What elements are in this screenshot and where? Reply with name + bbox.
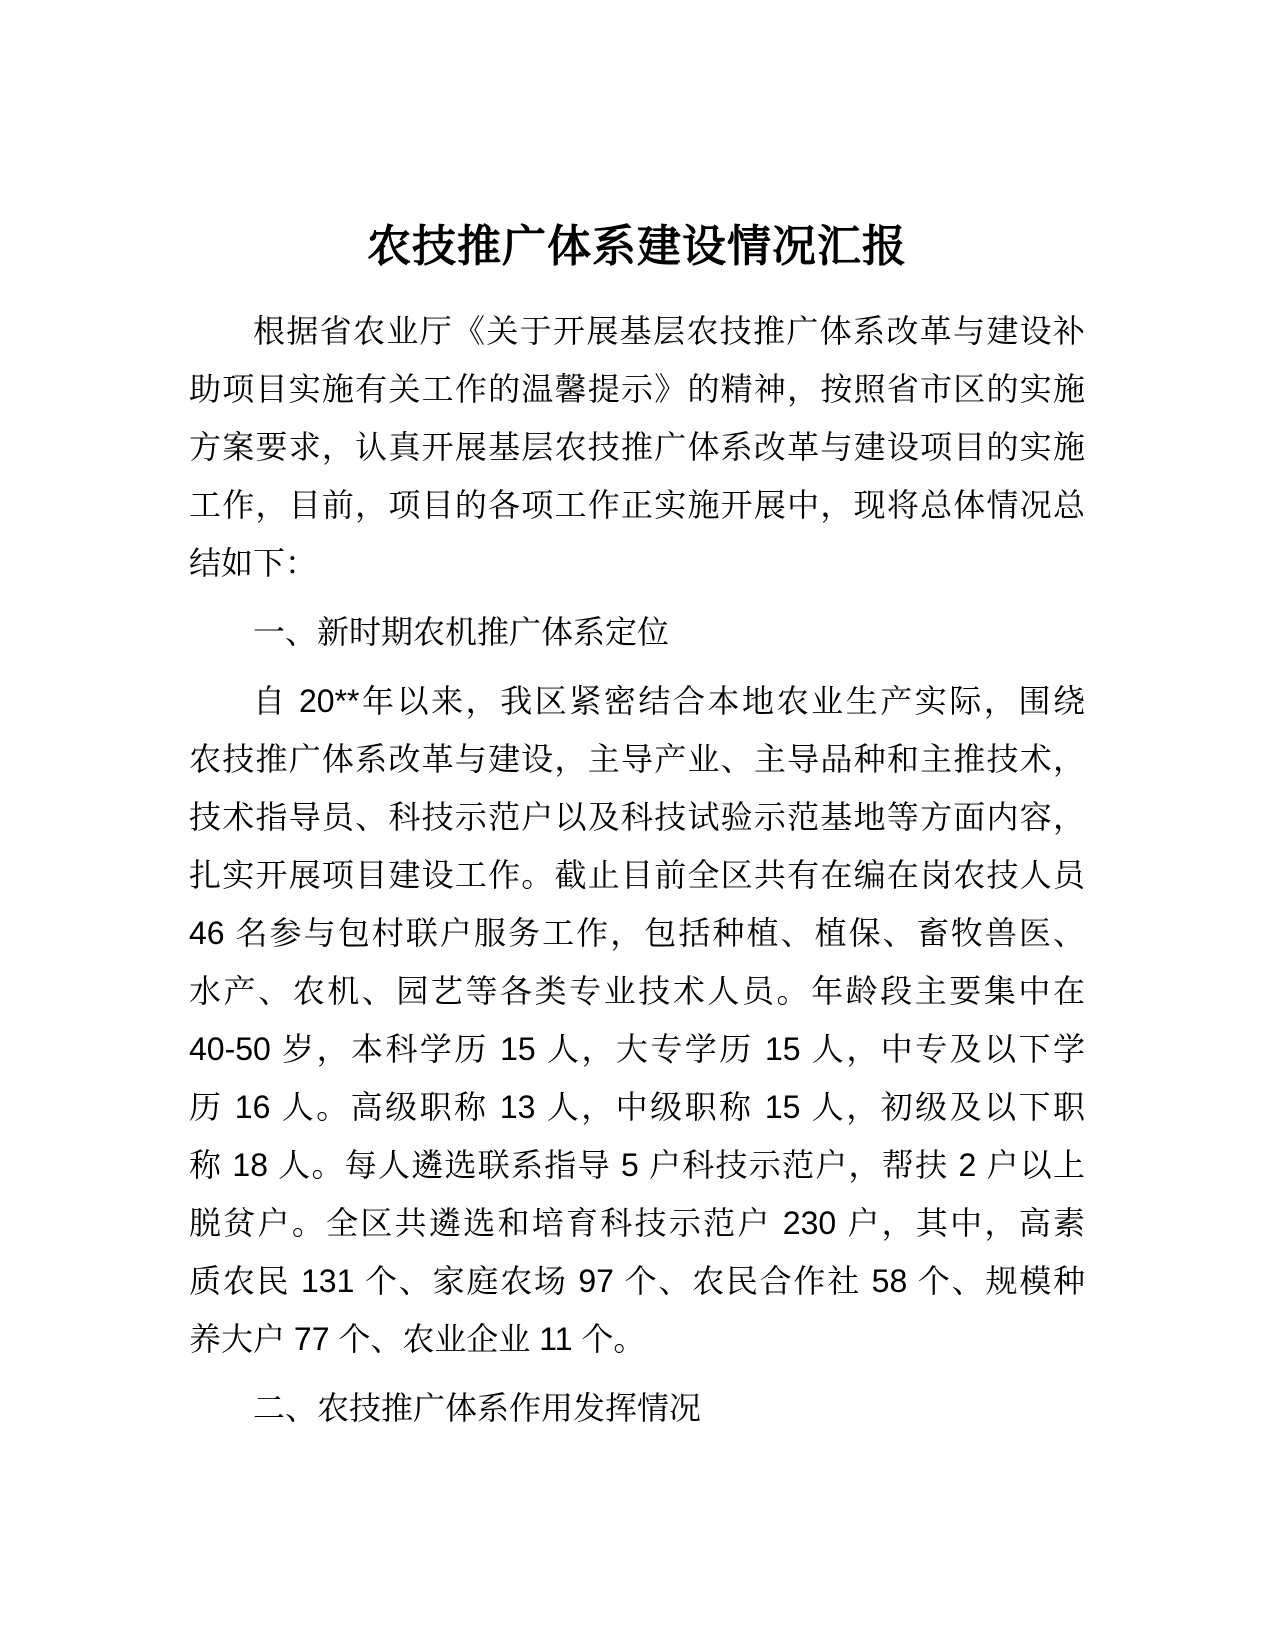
body-paragraph bbox=[189, 672, 1085, 1368]
text-line: 养大户 77 个、农业企业 11 个。 bbox=[189, 1321, 646, 1357]
text-line: 质农民 131 个、家庭农场 97 个、农民合作社 58 个、规模种 bbox=[189, 1263, 1085, 1299]
text-line: 扎实开展项目建设工作。截止目前全区共有在编在岗农技人员 bbox=[189, 857, 1085, 893]
text-line: 自 20**年以来，我区紧密结合本地农业生产实际，围绕 bbox=[253, 683, 1085, 719]
section-heading: 二、农技推广体系作用发挥情况 bbox=[253, 1390, 702, 1426]
text-line: 结如下： bbox=[189, 545, 318, 581]
text-line: 工作，目前，项目的各项工作正实施开展中，现将总体情况总 bbox=[189, 487, 1085, 523]
text-line: 助项目实施有关工作的温馨提示》的精神，按照省市区的实施 bbox=[189, 371, 1085, 407]
text-line: 脱贫户。全区共遴选和培育科技示范户 230 户，其中，高素 bbox=[189, 1205, 1085, 1241]
body-paragraph bbox=[189, 302, 1085, 592]
document-body bbox=[189, 217, 1085, 1448]
paragraph-container bbox=[189, 302, 1085, 1437]
section-heading: 一、新时期农机推广体系定位 bbox=[253, 614, 670, 650]
text-line: 历 16 人。高级职称 13 人，中级职称 15 人，初级及以下职 bbox=[189, 1089, 1085, 1125]
text-line: 根据省农业厅《关于开展基层农技推广体系改革与建设补 bbox=[253, 313, 1085, 349]
text-line: 方案要求，认真开展基层农技推广体系改革与建设项目的实施 bbox=[189, 429, 1085, 465]
text-line: 技术指导员、科技示范户以及科技试验示范基地等方面内容， bbox=[189, 799, 1085, 835]
text-line: 46 名参与包村联户服务工作，包括种植、植保、畜牧兽医、 bbox=[189, 915, 1085, 951]
document-title: 农技推广体系建设情况汇报 bbox=[367, 222, 907, 271]
text-line: 水产、农机、园艺等各类专业技术人员。年龄段主要集中在 bbox=[189, 973, 1085, 1009]
text-line: 40-50 岁，本科学历 15 人，大专学历 15 人，中专及以下学 bbox=[189, 1031, 1085, 1067]
text-line: 称 18 人。每人遴选联系指导 5 户科技示范户，帮扶 2 户以上 bbox=[189, 1147, 1085, 1183]
text-line: 农技推广体系改革与建设，主导产业、主导品种和主推技术， bbox=[189, 741, 1085, 777]
